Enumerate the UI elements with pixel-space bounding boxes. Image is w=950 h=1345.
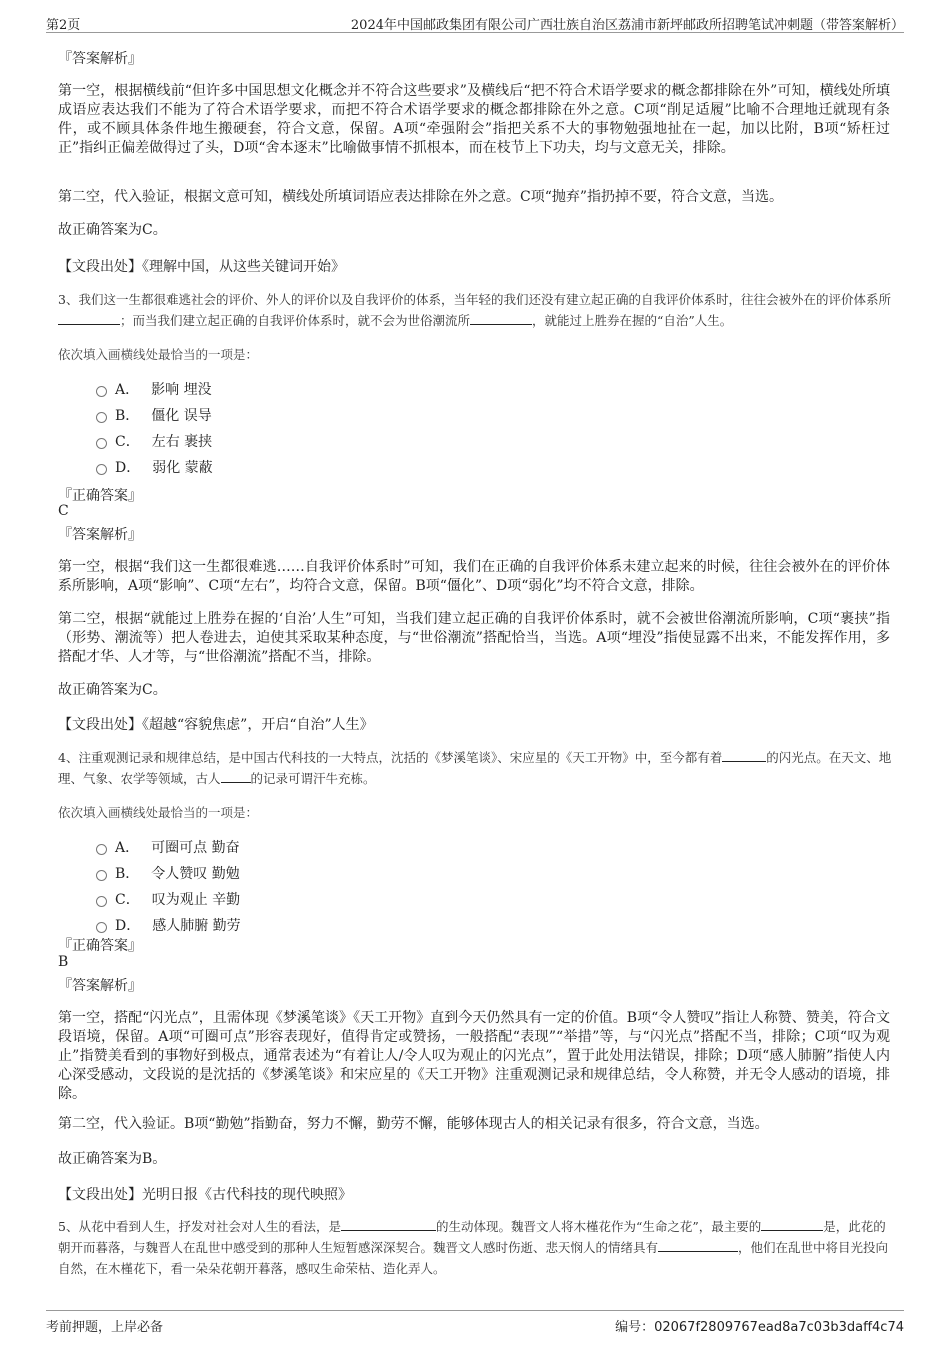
document-id: 编号：02067f2809767ead8a7c03b3daff4c74 (615, 1320, 904, 1335)
q3-analysis-p1: 第一空，根据“我们这一生都很难逃……自我评价体系时”可知，我们在正确的自我评价体系未建立起来的时候，往往会被外在的评价体系所影响，A项“影响”、C项“左右”，均符合文意，保留。B项“僵化”、D项“弱化”均不符合文意，排除。 (58, 559, 890, 594)
q4-conclusion: 故正确答案为B。 (58, 1151, 167, 1167)
q3-question: 3、我们这一生都很难逃社会的评价、外人的评价以及自我评价的体系，当年轻的我们还没有建立起正确的自我评价体系时，往往会被外在的评价体系所；而当我们建立起正确的自我评价体系时，就不会为世俗潮流所 ，就能过上胜券在握的“自治”人生。 (58, 292, 891, 328)
q2-analysis-p2: 第二空，代入验证，根据文意可知，横线处所填词语应表达排除在外之意。C项“抛弃”指扔掉不要，符合文意，当选。 (58, 189, 784, 205)
q3-source: 【文段出处】《超越“容貌焦虑”，开启“自治”人生》 (58, 717, 374, 733)
blank-line (722, 749, 766, 762)
document-title: 2024年中国邮政集团有限公司广西壮族自治区荔浦市新坪邮政所招聘笔试冲刺题（带答案解析） (350, 18, 904, 33)
q3-option-d[interactable]: D． 弱化 蒙蔽 (96, 457, 213, 477)
q3-instruction: 依次填入画横线处最恰当的一项是： (58, 347, 259, 362)
q4-analysis-p2: 第二空，代入验证。B项“勤勉”指勤奋，努力不懈，勤劳不懈，能够体现古人的相关记录有很多，符合文意，当选。 (58, 1116, 769, 1132)
q3-answer: C (58, 503, 69, 519)
blank-line (221, 770, 251, 783)
q3-option-c[interactable]: C． 左右 裹挟 (96, 431, 212, 451)
blank-line (658, 1239, 738, 1252)
q2-analysis-p1: 第一空，根据横线前“但许多中国思想文化概念并不符合这些要求”及横线后“把不符合术语学要求的概念都排除在外”可知，横线处所填成语应表达我们不能为了符合术语学要求，而把不符合术语学要求的概念都排除在外之意。C项“削足适履”比喻不合理地迁就现有条件，或不顾具体条件地生搬硬套，符合文意，保留。A项“牵强附会”指把关系不大的事物勉强地扯在一起，加以比附，B项“矫枉过正”指纠正偏差做得过了头，D项“舍本逐末”比喻做事情不抓根本，而在枝节上下功夫，均与文意无关，排除。 (58, 83, 890, 156)
blank-line (58, 312, 120, 325)
radio-icon[interactable] (96, 464, 107, 475)
radio-icon[interactable] (96, 870, 107, 881)
blank-line (470, 312, 532, 325)
page-header (46, 12, 904, 33)
radio-icon[interactable] (96, 412, 107, 423)
page-number: 第2页 (46, 18, 81, 33)
q4-answer: B (58, 954, 69, 970)
correct-answer-label: 『正确答案』 (58, 938, 142, 954)
analysis-label: 『答案解析』 (58, 51, 142, 67)
q3-conclusion: 故正确答案为C。 (58, 682, 167, 698)
blank-line (761, 1218, 823, 1231)
blank-line (341, 1218, 436, 1231)
q4-option-a[interactable]: A． 可圈可点 勤奋 (96, 837, 240, 857)
footer-slogan: 考前押题，上岸必备 (46, 1320, 164, 1335)
page-footer (46, 1310, 904, 1335)
q4-source: 【文段出处】光明日报《古代科技的现代映照》 (58, 1187, 352, 1203)
q3-analysis-p2: 第二空，根据“就能过上胜券在握的‘自治’人生”可知，当我们建立起正确的自我评价体系时，就不会被世俗潮流所影响，C项“裹挟”指（形势、潮流等）把人卷进去，迫使其采取某种态度，与“世俗潮流”搭配恰当，当选。A项“埋没”指使显露不出来，不能发挥作用，多搭配才华、人才等，与“世俗潮流”搭配不当，排除。 (58, 611, 890, 665)
q4-instruction: 依次填入画横线处最恰当的一项是： (58, 805, 259, 820)
analysis-label: 『答案解析』 (58, 527, 142, 543)
q4-option-c[interactable]: C． 叹为观止 辛勤 (96, 889, 240, 909)
radio-icon[interactable] (96, 844, 107, 855)
q4-option-b[interactable]: B． 令人赞叹 勤勉 (96, 863, 240, 883)
q3-option-b[interactable]: B． 僵化 误导 (96, 405, 212, 425)
radio-icon[interactable] (96, 386, 107, 397)
q4-question: 4、注重观测记录和规律总结，是中国古代科技的一大特点，沈括的《梦溪笔谈》、宋应星的《天工开物》中，至今都有着 的闪光点。在天文、地理、气象、农学等领域，古人 的记录可谓汗牛充栋。 (58, 750, 892, 786)
q4-analysis-p1: 第一空，搭配“闪光点”，且需体现《梦溪笔谈》《天工开物》直到今天仍然具有一定的价值。B项“令人赞叹”指让人称赞、赞美，符合文段语境，保留。A项“可圈可点”形容表现好，值得肯定或赞扬，一般搭配“表现”“举措”等，与“闪光点”搭配不当，排除；C项“叹为观止”指赞美看到的事物好到极点，通常表述为“有着让人/令人叹为观止的闪光点”，置于此处用法错误，排除；D项“感人肺腑”指使人内心深受感动，文段说的是沈括的《梦溪笔谈》和宋应星的《天工开物》注重观测记录和规律总结，令人称赞，并无令人感动的语境，排除。 (58, 1010, 890, 1102)
q2-source: 【文段出处】《理解中国，从这些关键词开始》 (58, 259, 345, 275)
radio-icon[interactable] (96, 438, 107, 449)
q5-question: 5、从花中看到人生，抒发对社会对人生的看法，是 的生动体现。魏晋文人将木槿花作为“生命之花”，最主要的 是，此花的朝开而暮落，与魏晋人在乱世中感受到的那种人生短暂感深深契合。魏晋文人感时伤逝、悲天悯人的情绪具有 ，他们在乱世中将目光投向自然，在木槿花下，看一朵朵花朝开暮落，感叹生命荣枯、造化弄人。 (58, 1219, 889, 1276)
radio-icon[interactable] (96, 922, 107, 933)
analysis-label: 『答案解析』 (58, 978, 142, 994)
q3-option-a[interactable]: A． 影响 埋没 (96, 379, 212, 399)
radio-icon[interactable] (96, 896, 107, 907)
q4-option-d[interactable]: D． 感人肺腑 勤劳 (96, 915, 241, 935)
correct-answer-label: 『正确答案』 (58, 488, 142, 504)
q2-conclusion: 故正确答案为C。 (58, 222, 167, 238)
